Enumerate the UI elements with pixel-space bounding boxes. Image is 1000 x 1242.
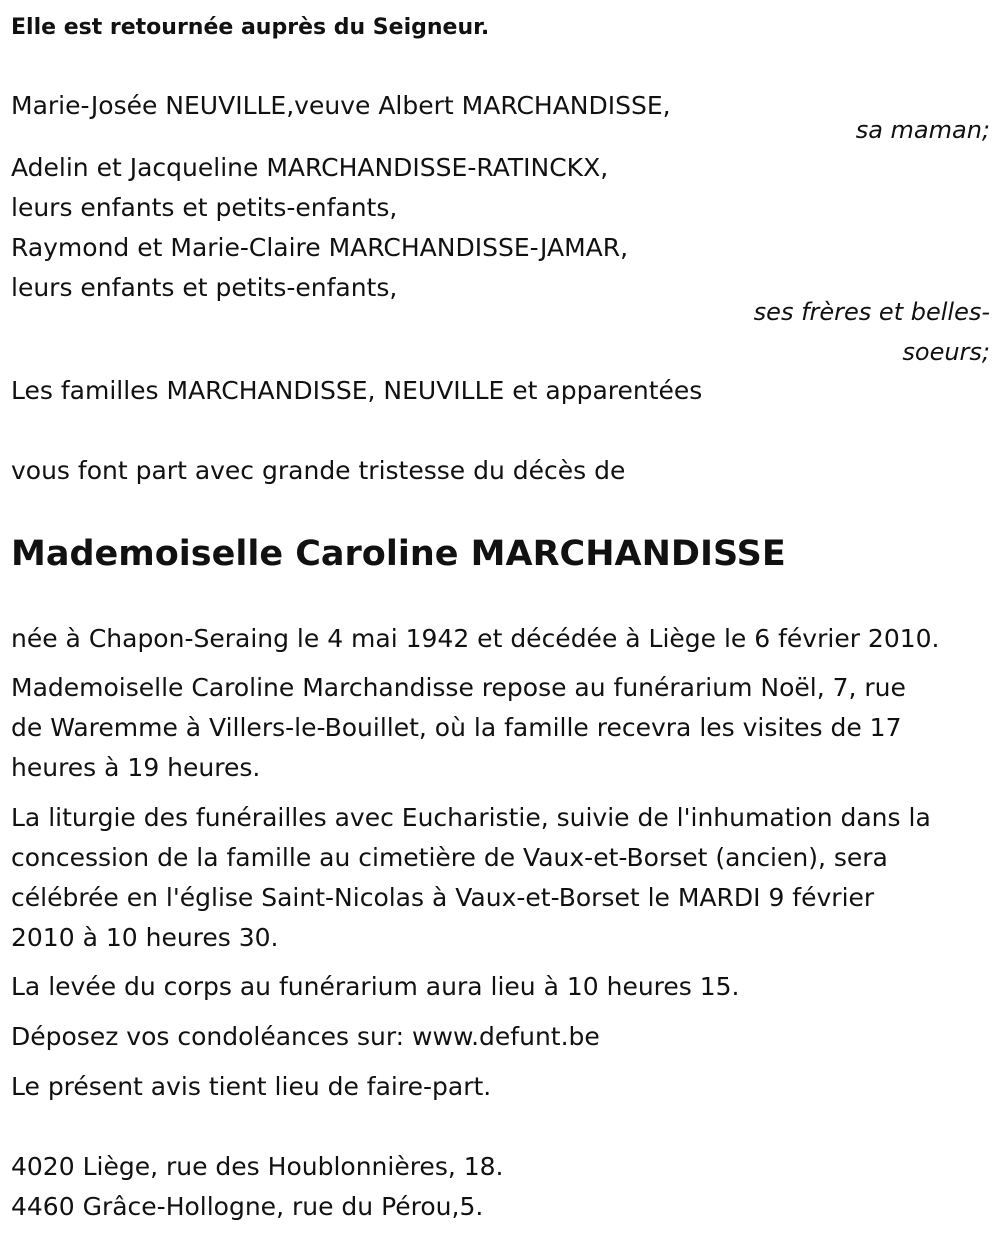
funerarium-line: Mademoiselle Caroline Marchandisse repose au funérarium Noël, 7, rue	[11, 673, 906, 702]
funerarium-line: heures à 19 heures.	[11, 753, 261, 782]
siblings-relation-line2: soeurs;	[902, 338, 990, 366]
mother-line: Marie-Josée NEUVILLE,veuve Albert MARCHANDISSE,	[11, 91, 671, 120]
liturgy-line: La liturgie des funérailles avec Eucharistie, suivie de l'inhumation dans la	[11, 803, 931, 832]
sibling-line: leurs enfants et petits-enfants,	[11, 193, 398, 222]
condolences-line: Déposez vos condoléances sur: www.defunt.be	[11, 1022, 600, 1051]
announcement-line: vous font part avec grande tristesse du décès de	[11, 456, 626, 485]
birth-death-line: née à Chapon-Seraing le 4 mai 1942 et décédée à Liège le 6 février 2010.	[11, 624, 940, 653]
funerarium-line: de Waremme à Villers-le-Bouillet, où la famille recevra les visites de 17	[11, 713, 902, 742]
liturgy-line: 2010 à 10 heures 30.	[11, 923, 279, 952]
notice-line: Le présent avis tient lieu de faire-part.	[11, 1072, 492, 1101]
sibling-line: Adelin et Jacqueline MARCHANDISSE-RATINCKX,	[11, 153, 609, 182]
intro-text: Elle est retournée auprès du Seigneur.	[11, 15, 490, 40]
levee-line: La levée du corps au funérarium aura lieu à 10 heures 15.	[11, 972, 740, 1001]
deceased-name: Mademoiselle Caroline MARCHANDISSE	[11, 534, 786, 574]
liturgy-line: célébrée en l'église Saint-Nicolas à Vaux-et-Borset le MARDI 9 février	[11, 883, 875, 912]
siblings-relation-line1: ses frères et belles-	[753, 298, 990, 326]
address-line: 4020 Liège, rue des Houblonnières, 18.	[11, 1152, 504, 1181]
mother-relation: sa maman;	[855, 116, 990, 144]
liturgy-line: concession de la famille au cimetière de Vaux-et-Borset (ancien), sera	[11, 843, 888, 872]
families-line: Les familles MARCHANDISSE, NEUVILLE et apparentées	[11, 376, 703, 405]
sibling-line: leurs enfants et petits-enfants,	[11, 273, 398, 302]
sibling-line: Raymond et Marie-Claire MARCHANDISSE-JAMAR,	[11, 233, 629, 262]
address-line: 4460 Grâce-Hollogne, rue du Pérou,5.	[11, 1192, 484, 1221]
